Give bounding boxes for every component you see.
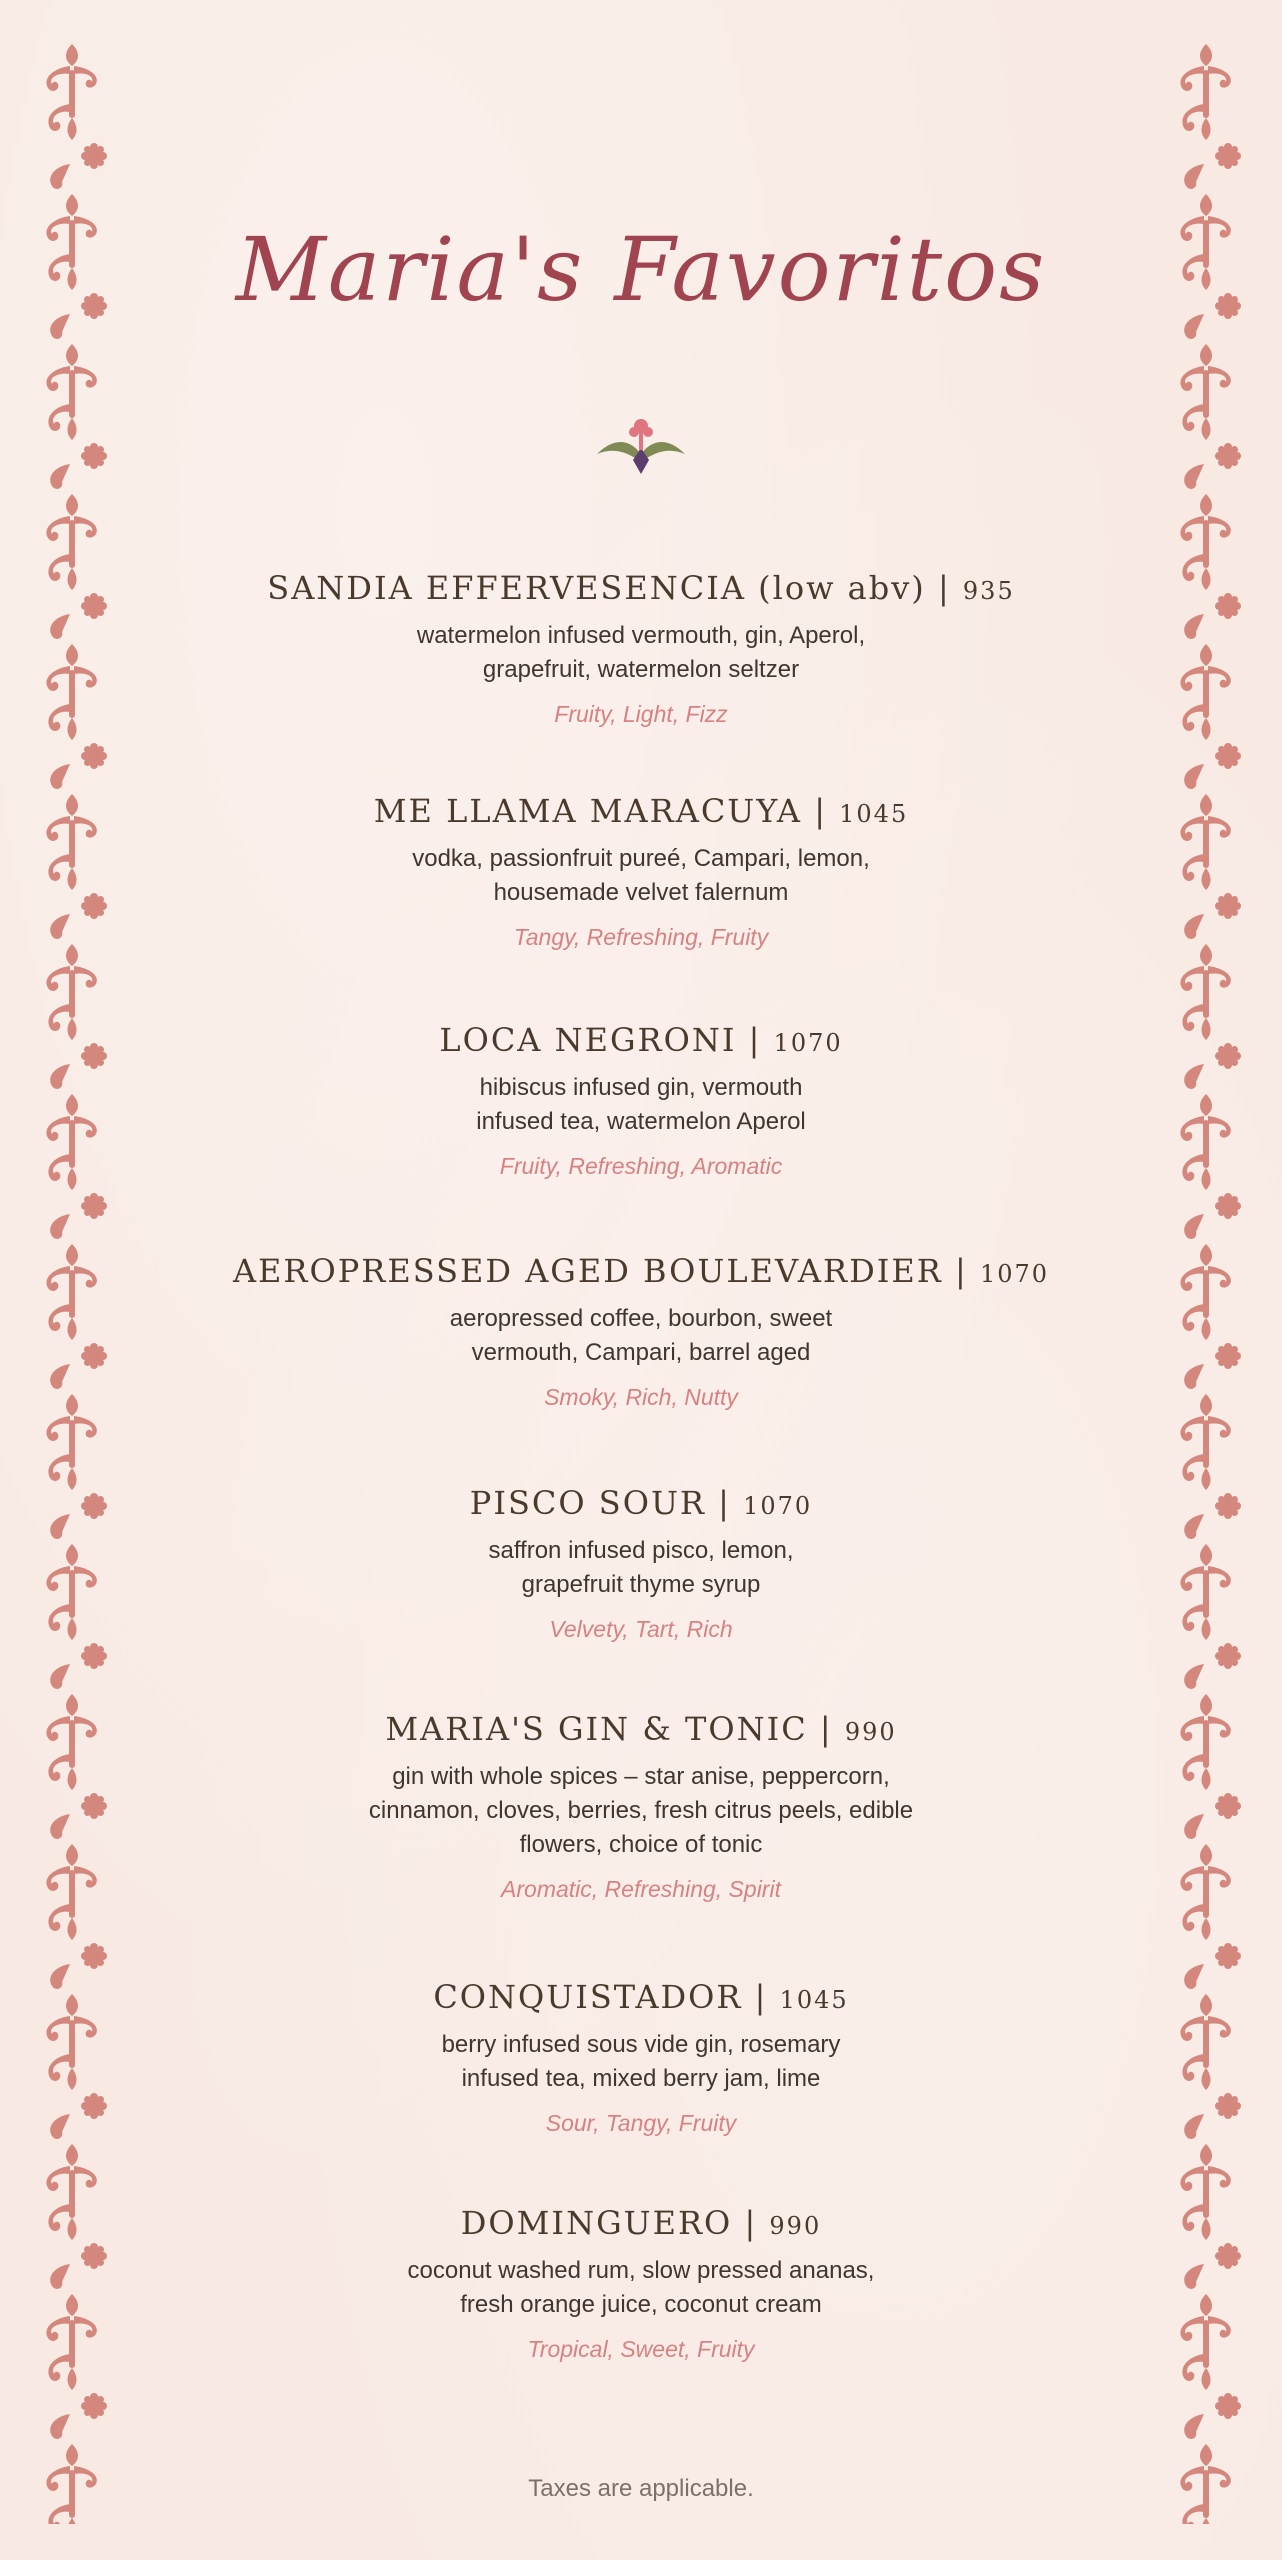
description-line: watermelon infused vermouth, gin, Aperol, [416,622,866,649]
description-line: grapefruit, watermelon seltzer [482,656,800,683]
item-price: 935 [962,577,1015,605]
menu-item [200,792,1082,951]
item-name: LOCA NEGRONI [439,1021,737,1059]
menu-item [200,2204,1082,2363]
item-name: AEROPRESSED AGED BOULEVARDIER [232,1252,943,1290]
description-line: vermouth, Campari, barrel aged [471,1339,811,1366]
item-description [200,1534,1082,1602]
separator: | [744,2204,758,2242]
item-price: 1070 [773,1029,843,1057]
item-name: PISCO SOUR [469,1484,706,1522]
item-price: 1045 [839,800,909,828]
item-description [200,2254,1082,2322]
item-price: 1070 [979,1260,1050,1288]
item-price: 1070 [743,1492,813,1520]
separator: | [955,1252,968,1290]
menu-item [200,1484,1082,1643]
menu-item [200,1978,1082,2137]
item-heading [200,792,1082,830]
item-name: ME LLAMA MARACUYA [373,792,803,830]
item-tasting-notes: Tropical, Sweet, Fruity [527,2336,755,2362]
separator: | [754,1978,768,2016]
item-tasting-notes: Velvety, Tart, Rich [549,1616,733,1642]
left-damask-border-icon [34,44,114,2524]
item-heading [200,1252,1082,1290]
item-name: CONQUISTADOR [433,1978,743,2016]
item-name: DOMINGUERO [460,2204,733,2242]
description-line: grapefruit thyme syrup [521,1571,761,1598]
description-line: cinnamon, cloves, berries, fresh citrus peels, edible [368,1797,914,1824]
item-price: 990 [769,2212,822,2240]
item-tasting-notes: Fruity, Refreshing, Aromatic [499,1153,783,1179]
description-line: vodka, passionfruit pureé, Campari, lemon, [412,845,870,872]
menu-item [200,1252,1082,1411]
description-line: infused tea, watermelon Aperol [476,1108,806,1135]
description-line: gin with whole spices – star anise, peppercorn, [392,1763,890,1790]
item-heading [200,1021,1082,1059]
item-description [200,619,1082,687]
item-name: MARIA'S GIN & TONIC [385,1710,808,1748]
item-price: 1045 [779,1986,849,2014]
separator: | [718,1484,731,1522]
item-heading [200,1978,1082,2016]
item-tasting-notes: Tangy, Refreshing, Fruity [513,924,769,950]
item-tasting-notes: Sour, Tangy, Fruity [545,2110,737,2136]
floral-emblem-icon [591,408,691,478]
separator: | [819,1710,833,1748]
item-price: 990 [844,1718,897,1746]
description-line: berry infused sous vide gin, rosemary [441,2031,841,2058]
item-description [200,842,1082,910]
item-tasting-notes: Fruity, Light, Fizz [554,701,728,727]
item-heading [200,569,1082,607]
menu-item [200,569,1082,728]
description-line: housemade velvet falernum [493,879,789,906]
item-description [200,1071,1082,1139]
menu-item [200,1710,1082,1903]
item-description [200,2028,1082,2096]
menu-item [200,1021,1082,1180]
description-line: aeropressed coffee, bourbon, sweet [449,1305,833,1332]
item-tasting-notes: Aromatic, Refreshing, Spirit [501,1876,781,1902]
item-name: SANDIA EFFERVESENCIA (low abv) [267,569,926,607]
description-line: fresh orange juice, coconut cream [460,2291,822,2318]
item-heading [200,2204,1082,2242]
footer-note: Taxes are applicable. [528,2475,754,2502]
separator: | [937,569,951,607]
description-line: hibiscus infused gin, vermouth [479,1074,803,1101]
item-tasting-notes: Smoky, Rich, Nutty [544,1384,738,1410]
item-heading [200,1710,1082,1748]
separator: | [748,1021,762,1059]
description-line: saffron infused pisco, lemon, [488,1537,794,1564]
item-description [200,1302,1082,1370]
description-line: flowers, choice of tonic [519,1831,763,1858]
item-description [200,1760,1082,1862]
description-line: infused tea, mixed berry jam, lime [461,2065,821,2092]
separator: | [814,792,827,830]
item-heading [200,1484,1082,1522]
menu-title: Maria's Favoritos [235,218,1047,321]
description-line: coconut washed rum, slow pressed ananas, [407,2257,875,2284]
right-damask-border-icon [1168,44,1248,2524]
